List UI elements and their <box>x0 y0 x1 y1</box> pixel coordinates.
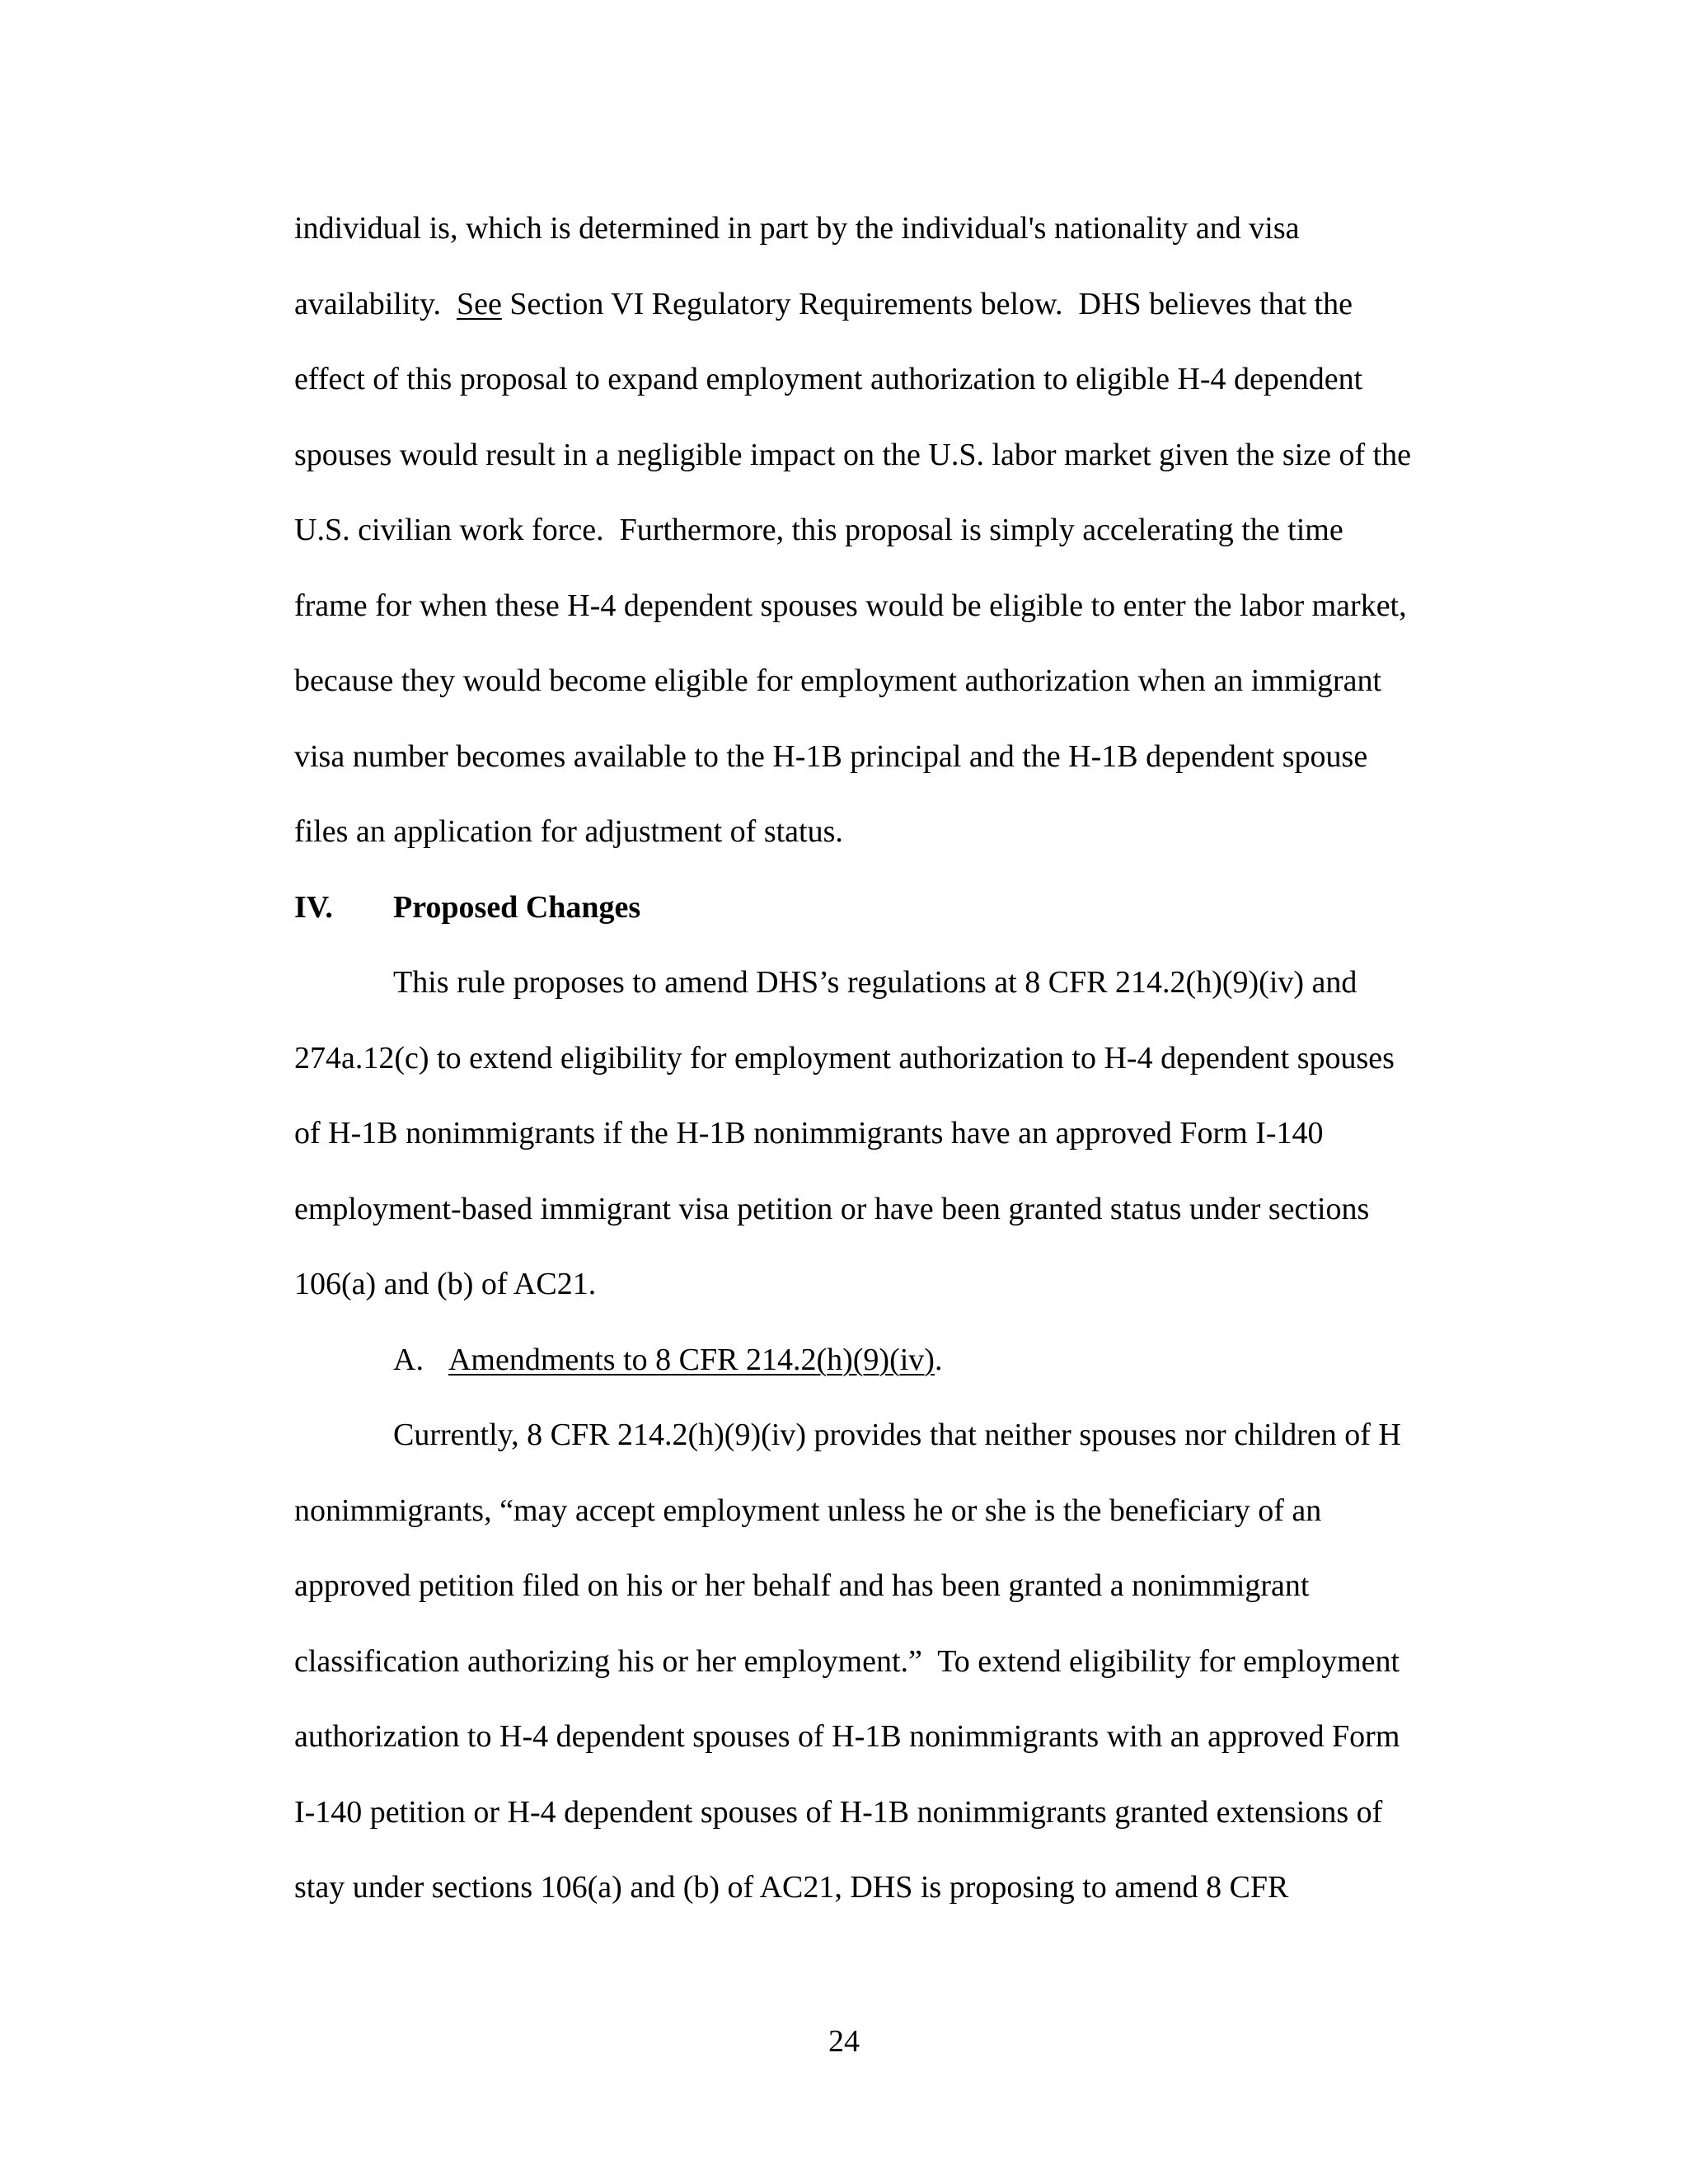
section-title: Proposed Changes <box>393 889 641 925</box>
paragraph-1-line-2 <box>294 267 1473 343</box>
paragraph-1-line-9: files an application for adjustment of status. <box>294 814 843 849</box>
subsection-title: Amendments to 8 CFR 214.2(h)(9)(iv) <box>448 1342 935 1377</box>
paragraph-3-line-7: stay under sections 106(a) and (b) of AC21, DHS is proposing to amend 8 CFR <box>294 1870 1289 1905</box>
paragraph-3-line-5: authorization to H-4 dependent spouses of H-1B nonimmigrants with an approved Form <box>294 1719 1400 1754</box>
see-reference: See <box>456 286 502 321</box>
paragraph-1-line-5: U.S. civilian work force. Furthermore, this proposal is simply accelerating the time <box>294 513 1343 547</box>
paragraph-1-line-4: spouses would result in a negligible impact on the U.S. labor market given the size of the <box>294 437 1412 472</box>
section-number: IV. <box>294 889 333 925</box>
paragraph-3-line-4: classification authorizing his or her employment.” To extend eligibility for employment <box>294 1643 1400 1679</box>
paragraph-2-line-5: 106(a) and (b) of AC21. <box>294 1267 597 1301</box>
paragraph-2-line-3: of H-1B nonimmigrants if the H-1B nonimmigrants have an approved Form I-140 <box>294 1116 1324 1151</box>
document-body <box>294 191 1473 1926</box>
paragraph-1-line-8: visa number becomes available to the H-1B principal and the H-1B dependent spouse <box>294 738 1368 774</box>
subsection-heading <box>294 1323 1473 1399</box>
paragraph-3-line-3: approved petition filed on his or her behalf and has been granted a nonimmigrant <box>294 1568 1310 1603</box>
subsection-trailing: . <box>934 1342 943 1377</box>
paragraph-1-line-3: effect of this proposal to expand employment authorization to eligible H-4 dependent <box>294 362 1363 396</box>
paragraph-3-line-2: nonimmigrants, “may accept employment unless he or she is the beneficiary of an <box>294 1493 1322 1528</box>
section-heading <box>294 870 1473 946</box>
paragraph-3-line-1: Currently, 8 CFR 214.2(h)(9)(iv) provides that neither spouses nor children of H <box>393 1418 1401 1452</box>
paragraph-1-line-6: frame for when these H-4 dependent spouses would be eligible to enter the labor market, <box>294 588 1407 623</box>
page-number: 24 <box>828 2024 860 2059</box>
paragraph-1-line-2-post: Section VI Regulatory Requirements below. DHS believes that the <box>501 286 1353 321</box>
paragraph-2-line-1: This rule proposes to amend DHS’s regulations at 8 CFR 214.2(h)(9)(iv) and <box>393 965 1357 1000</box>
paragraph-2-line-4: employment-based immigrant visa petition or have been granted status under sections <box>294 1191 1370 1226</box>
subsection-letter: A. <box>393 1342 424 1377</box>
paragraph-1-line-2-pre: availability. <box>294 286 457 321</box>
paragraph-1-line-1: individual is, which is determined in part by the individual's nationality and visa <box>294 211 1300 246</box>
paragraph-2-line-2: 274a.12(c) to extend eligibility for employment authorization to H-4 dependent spouses <box>294 1040 1395 1076</box>
paragraph-1-line-7: because they would become eligible for employment authorization when an immigrant <box>294 663 1382 698</box>
paragraph-3-line-6: I-140 petition or H-4 dependent spouses of H-1B nonimmigrants granted extensions of <box>294 1794 1383 1830</box>
